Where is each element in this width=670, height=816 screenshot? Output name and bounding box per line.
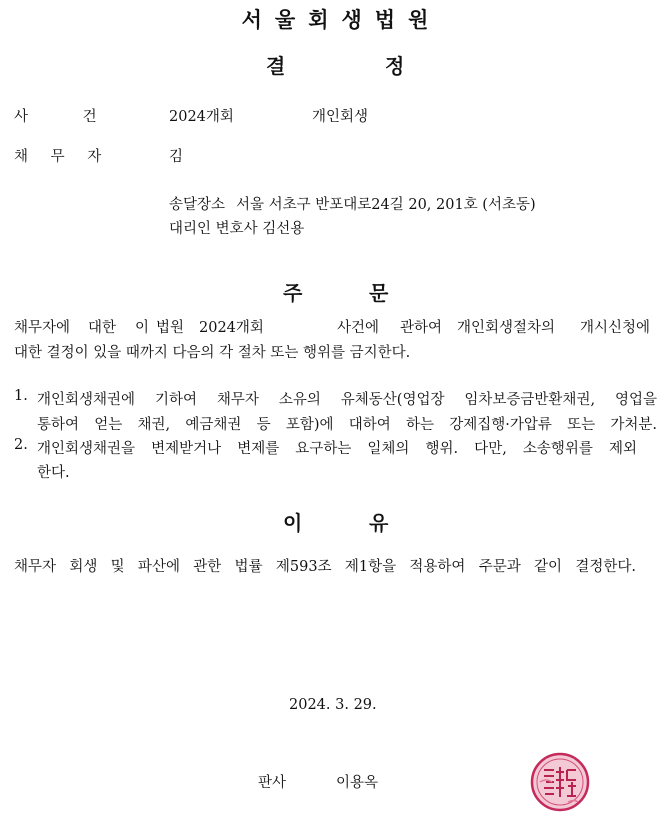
reason-heading-right: 유 [369, 511, 389, 535]
item-line: 개인회생채권을 변제받거나 변제를 요구하는 일체의 행위. 다만, 소송행위를 제외 [37, 441, 637, 457]
intro-word: 관하여 [400, 320, 443, 336]
court-name: 서울회생법원 [241, 8, 442, 32]
court-seal-stamp [530, 752, 590, 812]
debtor-name: 김 [169, 149, 184, 165]
case-type: 개인회생 [312, 109, 369, 125]
intro-word: 이 [135, 320, 150, 336]
case-number: 2024개회 [169, 109, 234, 125]
item-number: 1. [14, 388, 28, 404]
doc-title-left: 결 [266, 54, 286, 78]
judge-name: 이용옥 [336, 775, 379, 791]
intro-word: 개인회생절차의 [457, 320, 556, 336]
reason-heading-left: 이 [283, 511, 303, 535]
order-heading-left: 주 [283, 281, 303, 305]
order-heading-right: 문 [369, 281, 389, 305]
case-label: 사 건 [14, 109, 97, 125]
service-address: 서울 서초구 반포대로24길 20, 201호 (서초동) [236, 197, 536, 213]
judge-label: 판사 [258, 775, 287, 791]
item-line: 개인회생채권에 기하여 채무자 소유의 유체동산(영업장 임차보증금반환채권, 영업을 [37, 392, 657, 408]
address-label: 송달장소 [169, 197, 226, 213]
agent: 대리인 변호사 김선용 [169, 221, 305, 237]
intro-word: 채무자에 [14, 320, 71, 336]
reason-text: 채무자 회생 및 파산에 관한 법률 제593조 제1항을 적용하여 주문과 같이 결정한다. [14, 559, 636, 575]
doc-title-right: 정 [385, 54, 405, 78]
intro-word: 법원 [156, 320, 185, 336]
debtor-label: 채 무 자 [14, 149, 102, 165]
item-line: 통하여 얻는 채권, 예금채권 등 포함)에 대하여 하는 강제집행·가압류 또는 가처분. [37, 417, 658, 433]
intro-line-2: 대한 결정이 있을 때까지 다음의 각 절차 또는 행위를 금지한다. [14, 345, 411, 361]
decision-date: 2024. 3. 29. [289, 697, 377, 713]
intro-word: 2024개회 [199, 320, 264, 336]
item-line: 한다. [37, 465, 70, 481]
intro-word: 대한 [88, 320, 117, 336]
item-number: 2. [14, 437, 28, 453]
intro-word: 개시신청에 [580, 320, 651, 336]
intro-word: 사건에 [337, 320, 380, 336]
